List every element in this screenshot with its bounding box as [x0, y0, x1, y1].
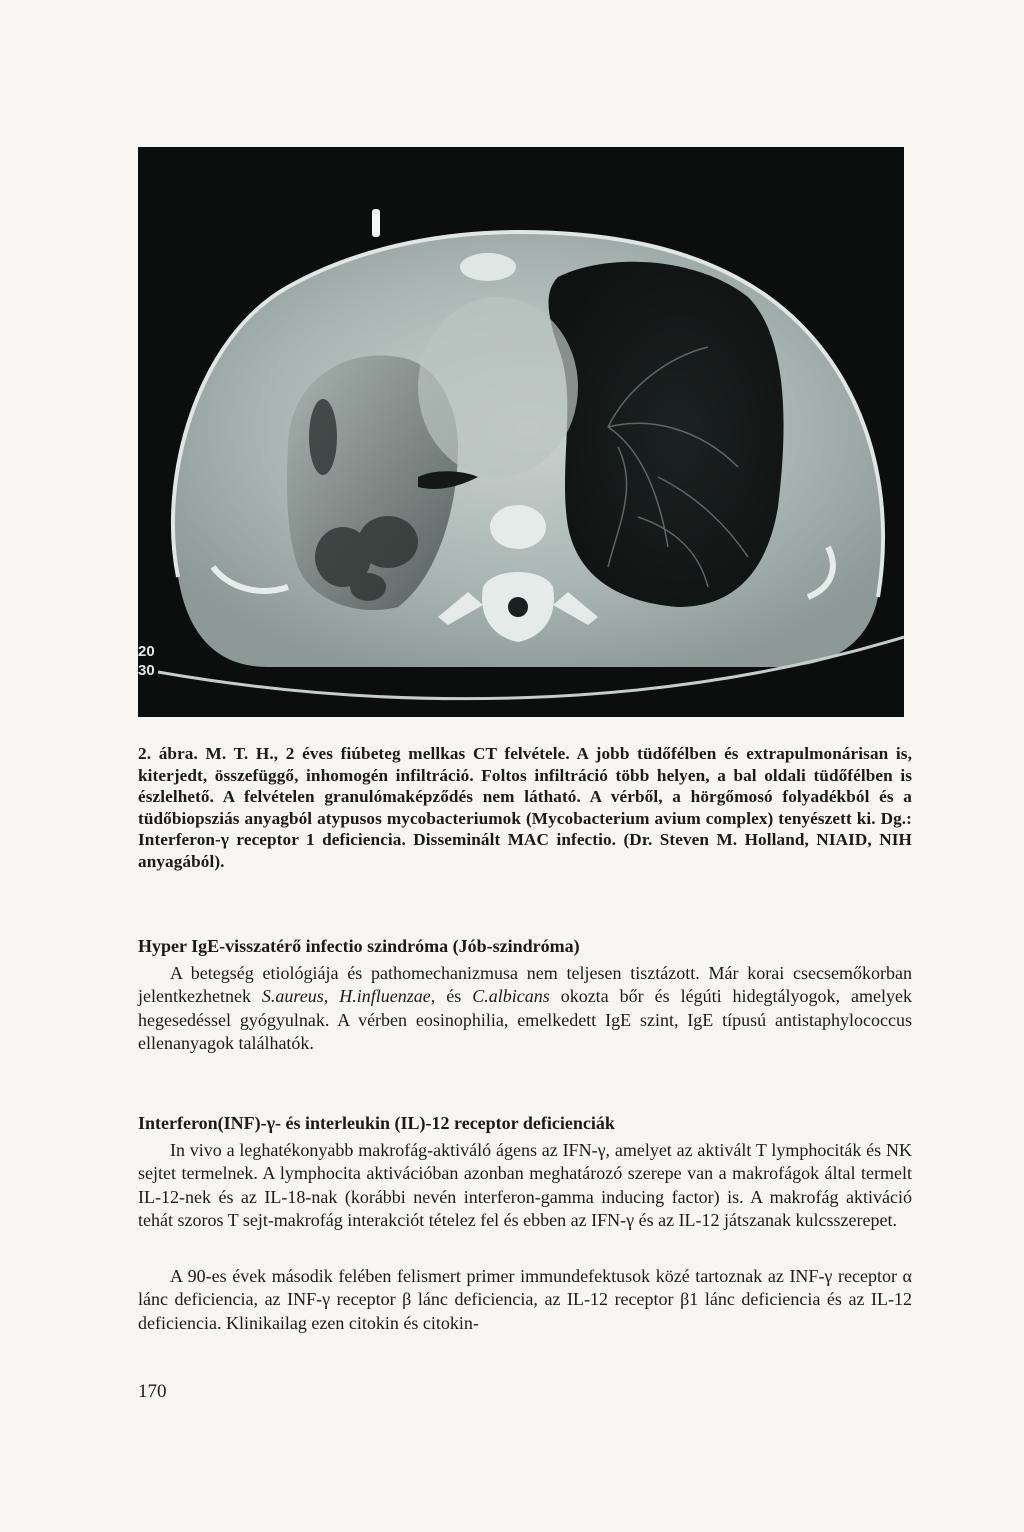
figure-caption: 2. ábra. M. T. H., 2 éves fiúbeteg mellkas CT felvétele. A jobb tüdőfélben és extrapulmonárisan is, kiterjedt, összefüggő, inhomogén infiltráció. Foltos infiltráció több helyen, a bal oldali tüdőfélben is észlelhető. A felvételen granulómaképződés nem látható. A vérből, a hörgőmosó folyadékból és a tüdőbiopsziás anyagból atypusos mycobacteriumok (Mycobacterium avium complex) tenyészett ki. Dg.: Interferon-γ receptor 1 deficiencia. Disseminált MAC infectio. (Dr. Steven M. Holland, NIAID, NIH anyagából). [138, 744, 912, 871]
organism-name: S.aureus, [261, 986, 329, 1007]
para-text [328, 986, 339, 1006]
organism-name: H.influenzae, [339, 986, 436, 1007]
section-title-job-syndrome: Hyper IgE-visszatérő infectio szindróma (Jób-szindróma) [138, 936, 580, 956]
paragraph-job-syndrome [138, 962, 912, 1056]
paragraph-interferon-2: A 90-es évek második felében felismert primer immundefektusok közé tartoznak az INF-γ receptor α lánc deficiencia, az INF-γ receptor β lánc deficiencia, az IL-12 receptor β1 lánc deficiencia és az IL-12 deficiencia. Klinikailag ezen citokin és citokin- [138, 1266, 912, 1333]
para-text: és [435, 986, 473, 1007]
ct-marker-bottom: 30 [138, 662, 155, 679]
paragraph-interferon-1: In vivo a leghatékonyabb makrofág-aktiváló ágens az IFN-γ, amelyet az aktivált T lymphociták és NK sejtet termelnek. A lymphocita aktivációban azonban meghatározó szerepe van a makrofágok által termelt IL-12-nek és az IL-18-nak (korábbi nevén interferon-gamma inducing factor) is. A makrofág aktiváció tehát szoros T sejt-makrofág interakciót tételez fel és ebben az IFN-γ és az IL-12 játszanak kulcsszerepet. [138, 1140, 912, 1231]
section-title-interferon: Interferon(INF)-γ- és interleukin (IL)-12 receptor deficienciák [138, 1113, 615, 1133]
ct-scan-figure [138, 147, 904, 717]
ct-scan-image [138, 147, 904, 717]
para-text: A betegség etiológiája és pathomechanizmusa nem teljesen tisztázott. Már korai csecsemőkorban jelentkezhetnek [138, 963, 912, 1007]
para-text: okozta bőr és légúti hidegtályogok, amelyek hegesedéssel gyógyulnak. A vérben eosinophilia, emelkedett IgE szint, IgE típusú antistaphylococcus ellenanyagok találhatók. [138, 986, 912, 1054]
organism-name: C.albicans [472, 986, 550, 1007]
page-number: 170 [138, 1381, 167, 1402]
ct-marker-top: 20 [138, 643, 155, 660]
